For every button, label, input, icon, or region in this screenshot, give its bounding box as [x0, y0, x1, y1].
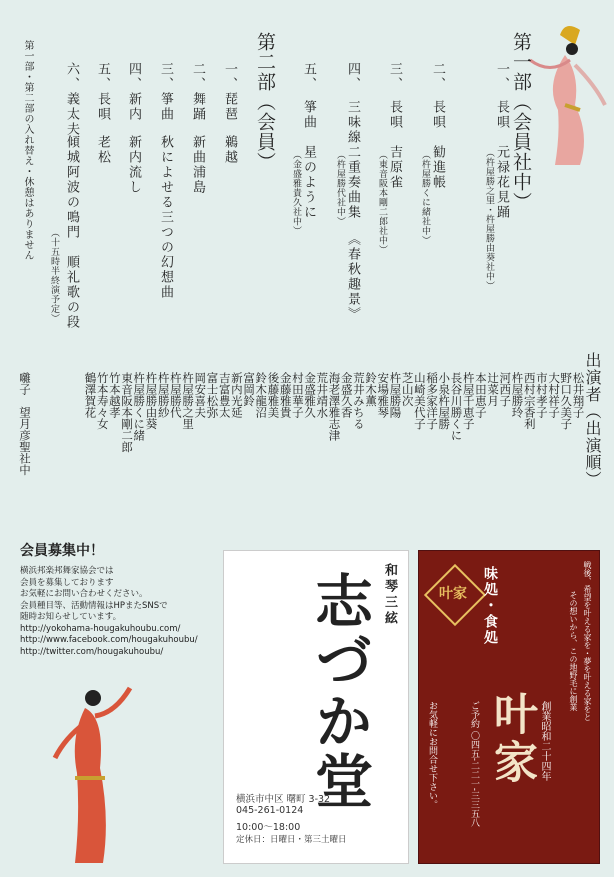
- performer-name: 本田恵子: [473, 372, 488, 418]
- performer-name: 山崎美代子: [412, 372, 427, 430]
- part2-item-genre: 長唄: [95, 92, 110, 122]
- part1-item-note: （杵屋勝くに緒社中）: [420, 150, 430, 245]
- part2-item-num: 一、: [222, 62, 237, 92]
- kanouya-line: ご予約 〇四五‐二二一‐三三五八: [469, 701, 479, 827]
- performers-hayashi: 囃子 望月彦聖社中: [18, 372, 32, 476]
- part2-item-num: 二、: [190, 62, 205, 92]
- recruitment-line: 横浜邦楽邦舞家協会では: [20, 566, 114, 576]
- performer-name: 新内光延: [229, 372, 244, 418]
- performer-name: 松井翔子: [571, 372, 586, 418]
- recruitment-line: お気軽にお問い合わせください。: [20, 589, 148, 599]
- kanouya-line: その想いから、この地野毛に創業: [569, 591, 578, 711]
- dancer-illustration-bottom: [45, 668, 145, 868]
- performer-name: 杵屋千恵子: [461, 372, 476, 430]
- part2-item-title: 新曲浦島: [190, 135, 205, 195]
- part1-item-title: 《春秋趣景》: [345, 232, 360, 322]
- intermission-note: 第一部・第二部の入れ替え・休憩はありません: [22, 40, 33, 261]
- performer-name: 杵屋勝くに緒: [132, 372, 147, 441]
- performer-name: 杵屋勝代: [168, 372, 183, 418]
- part1-item-num: 一、: [494, 62, 509, 92]
- shop-name: 志づか堂: [305, 571, 373, 811]
- kanouya-line: 創業昭和二十四年: [539, 701, 550, 781]
- kanouya-shop-name: 叶家: [486, 691, 537, 787]
- recruitment-title: 会員募集中！: [20, 543, 104, 559]
- performer-name: 竹本寿々女: [95, 372, 110, 430]
- performer-name: 金盛久香: [339, 372, 354, 418]
- twitter-link[interactable]: http://twitter.com/hougakuhoubu/: [20, 646, 164, 657]
- performer-name: 杵屋勝由葵: [144, 372, 159, 430]
- part1-item-note: （金盛雅貴久社中）: [291, 150, 301, 236]
- performer-name: 東音阪本剛二郎: [120, 372, 135, 453]
- part2-item-num: 四、: [126, 62, 141, 92]
- part2-item-genre: 琵琶: [222, 92, 237, 122]
- part2-item-num: 六、: [64, 62, 79, 92]
- performer-name: 鈴木龍沼: [254, 372, 269, 418]
- part1-item-title: 元禄花見踊: [494, 145, 509, 220]
- part1-item-genre: 三味線二重奏曲集: [345, 100, 360, 220]
- performer-name: 富士松弥: [205, 372, 220, 418]
- part1-item-genre: 長唄: [387, 100, 402, 130]
- website-link[interactable]: http://yokohama-hougakuhoubu.com/: [20, 623, 181, 634]
- shop-address: 横浜市中区 曙町 3-32: [236, 794, 331, 805]
- part1-heading: 第一部（会員社中）: [510, 32, 532, 212]
- performer-name: 荒井靖水: [315, 372, 330, 418]
- performers-heading: 出演者（出演順）: [583, 352, 602, 488]
- part1-item-genre: 長唄: [430, 100, 445, 130]
- part2-item-genre: 義太夫: [64, 92, 79, 137]
- recruitment-box: [20, 540, 220, 658]
- part2-item-title: 新内流し: [126, 135, 141, 195]
- performer-name: 市村孝子: [534, 372, 549, 418]
- part1-item-note: （杵屋勝代社中）: [335, 150, 345, 226]
- part1-item-num: 五、: [301, 62, 316, 92]
- kanouya-line: お気軽にお問合せ下さい。: [427, 701, 437, 809]
- performer-name: 稲多家洋子: [425, 372, 440, 430]
- performer-name: 長谷川勝くに: [449, 372, 464, 441]
- performer-name: 大村祥子: [547, 372, 562, 418]
- shop-closed: 定休日：日曜日・第三土曜日: [236, 835, 347, 845]
- part1-item-note: （杵屋勝之里・杵屋勝由葵社中）: [484, 148, 494, 291]
- performer-name: 鈴木薫: [364, 372, 379, 407]
- part2-item-note: （十五時半終演予定）: [49, 228, 59, 323]
- part2-item-title: 傾城阿波の鳴門 順礼歌の段: [64, 135, 79, 330]
- performer-name: 後藤雅美: [266, 372, 281, 418]
- performer-name: 海老澤雅志津: [327, 372, 342, 441]
- performer-name: 金盛雅久: [303, 372, 318, 418]
- performer-name: 杵屋勝紗: [156, 372, 171, 418]
- part2-item-genre: 箏曲: [158, 92, 173, 122]
- recruitment-line: 会員種目等、活動情報はHPまたSNSで: [20, 600, 168, 611]
- performer-name: 小泉杵屋勝: [437, 372, 452, 430]
- performer-name: 岡安喜夫: [193, 372, 208, 418]
- part1-item-title: 吉原雀: [387, 145, 402, 190]
- part2-item-title: 老松: [95, 135, 110, 165]
- part2-item-num: 五、: [95, 62, 110, 92]
- kanouya-line: 戦後、希望を叶える家を・夢を叶える家をと: [583, 561, 592, 721]
- shop-prefix: 和琴三絃: [382, 563, 397, 627]
- part2-item-num: 三、: [158, 62, 173, 92]
- performer-name: 吉富豊太: [217, 372, 232, 418]
- performer-name: 杵屋勝玲: [510, 372, 525, 418]
- part1-item-title: 星のように: [301, 145, 316, 220]
- performer-name: 鶴澤賀花: [83, 372, 98, 418]
- part1-item-num: 二、: [430, 62, 445, 92]
- performer-name: 杵屋勝之里: [181, 372, 196, 430]
- performer-name: 安場雅琴: [376, 372, 391, 418]
- part2-item-genre: 舞踊: [190, 92, 205, 122]
- shop-hours: 10:00～18:00: [236, 822, 301, 833]
- performer-name: 辻菜月: [486, 372, 501, 407]
- recruitment-line: 会員を募集しております: [20, 577, 114, 588]
- part1-item-num: 四、: [345, 62, 360, 92]
- dancer-illustration-top: [520, 15, 610, 170]
- performer-name: 村田華子: [290, 372, 305, 418]
- performer-name: 杵屋勝陽: [388, 372, 403, 418]
- facebook-link[interactable]: http://www.facebook.com/hougakuhoubu/: [20, 635, 198, 645]
- part2-item-genre: 新内: [126, 92, 141, 122]
- performer-name: 西村宗香利: [522, 372, 537, 430]
- performer-name: 金藤雅貴: [278, 372, 293, 418]
- part2-heading: 第二部（会員）: [254, 32, 276, 172]
- part1-item-genre: 箏曲: [301, 100, 316, 130]
- shizukado-ad: [223, 550, 409, 864]
- part2-item-title: 秋によせる三つの幻想曲: [158, 135, 173, 300]
- performer-name: 野口久美子: [559, 372, 574, 430]
- kanouya-ad: [418, 550, 600, 864]
- performer-name: 河西子: [498, 372, 513, 407]
- recruitment-line: 随時お知らせしています。: [20, 612, 122, 622]
- kanouya-category: 味処・食処: [482, 566, 498, 646]
- performer-name: 竹本越孝: [107, 372, 122, 418]
- shop-phone: 045-261-0124: [236, 805, 304, 816]
- part1-item-note: （東音阪本剛二郎社中）: [377, 150, 387, 255]
- part2-item-title: 鵜越: [222, 135, 237, 165]
- performer-name: 芝山次: [400, 372, 415, 407]
- part1-item-title: 勧進帳: [430, 145, 445, 190]
- part1-item-genre: 長唄: [494, 100, 509, 130]
- part1-item-num: 三、: [387, 62, 402, 92]
- performer-name: 富岡鈴: [242, 372, 257, 407]
- kanouya-sign-text: 叶家: [439, 586, 467, 602]
- performer-name: 荒井みちる: [351, 372, 366, 430]
